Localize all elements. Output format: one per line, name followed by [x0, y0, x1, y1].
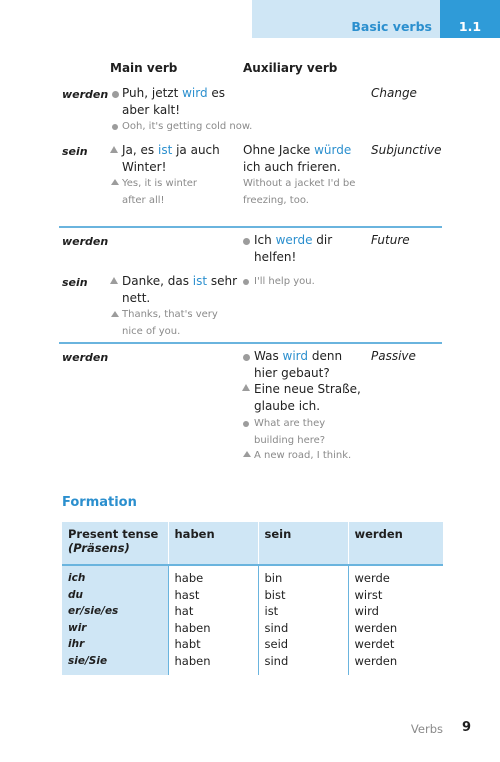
- werden-cell: werdet: [348, 636, 443, 653]
- sein-cell: sind: [258, 653, 348, 676]
- formation-heading: Formation: [62, 495, 137, 510]
- usage-label-subjunctive: Subjunctive: [371, 143, 442, 157]
- bullet-dot-icon: [243, 238, 250, 245]
- haben-cell: habt: [168, 636, 258, 653]
- section-divider: [59, 342, 442, 344]
- sein-cell: seid: [258, 636, 348, 653]
- section-divider: [59, 226, 442, 228]
- translation-aux-subjunctive: Without a jacket I'd be freezing, too.: [243, 178, 356, 206]
- sein-cell: ist: [258, 603, 348, 620]
- pronoun-cell: sie/Sie: [62, 653, 168, 676]
- verb-label-werden: werden: [62, 351, 109, 364]
- highlighted-verb: werde: [275, 233, 313, 247]
- pronoun-cell: ihr: [62, 636, 168, 653]
- table-row: [62, 653, 443, 676]
- bullet-triangle-icon: [110, 146, 118, 153]
- example-aux-future: Ich werde dir helfen!: [254, 233, 333, 264]
- example-aux-passive-question: Was wird denn hier gebaut?: [254, 349, 343, 380]
- usage-label-passive: Passive: [371, 349, 416, 363]
- bullet-triangle-icon: [243, 451, 251, 457]
- header-present-tense: Present tense (Präsens): [62, 522, 168, 565]
- translation-main-future: Thanks, that's very nice of you.: [122, 309, 218, 337]
- table-row: [62, 587, 443, 604]
- werden-cell: werden: [348, 620, 443, 637]
- example-main-subjunctive: Ja, es ist ja auch Winter!: [122, 143, 220, 174]
- haben-cell: hat: [168, 603, 258, 620]
- main-verb-column-heading: Main verb: [110, 61, 178, 75]
- translation-main-change: Ooh, it's getting cold now.: [122, 121, 253, 132]
- bullet-dot-icon: [112, 124, 118, 130]
- header-section-title: Basic verbs: [351, 19, 432, 34]
- highlighted-verb: ist: [192, 274, 208, 288]
- header-haben: haben: [168, 522, 258, 565]
- usage-label-change: Change: [371, 86, 417, 100]
- werden-cell: werden: [348, 653, 443, 676]
- table-row: [62, 620, 443, 637]
- example-aux-subjunctive: Ohne Jacke würde ich auch frieren.: [243, 143, 352, 174]
- bullet-triangle-icon: [111, 311, 119, 317]
- werden-cell: wirst: [348, 587, 443, 604]
- haben-cell: habe: [168, 565, 258, 587]
- pronoun-cell: du: [62, 587, 168, 604]
- header-section-number: 1.1: [458, 19, 482, 34]
- pronoun-cell: er/sie/es: [62, 603, 168, 620]
- table-row: [62, 565, 443, 587]
- sein-cell: bin: [258, 565, 348, 587]
- werden-cell: wird: [348, 603, 443, 620]
- footer-chapter-label: Verbs: [410, 722, 443, 736]
- haben-cell: hast: [168, 587, 258, 604]
- page-number: 9: [462, 720, 472, 735]
- table-row: [62, 636, 443, 653]
- sein-cell: bist: [258, 587, 348, 604]
- pronoun-cell: ich: [62, 565, 168, 587]
- highlighted-verb: wird: [182, 86, 208, 100]
- bullet-dot-icon: [243, 354, 250, 361]
- example-aux-passive-answer: Eine neue Straße, glaube ich.: [254, 382, 361, 413]
- example-main-future: Danke, das ist sehr nett.: [122, 274, 238, 305]
- verb-label-werden: werden: [62, 235, 109, 248]
- bullet-dot-icon: [243, 279, 249, 285]
- bullet-dot-icon: [243, 421, 249, 427]
- bullet-dot-icon: [112, 91, 119, 98]
- highlighted-verb: ist: [157, 143, 173, 157]
- sein-cell: sind: [258, 620, 348, 637]
- header-werden: werden: [348, 522, 443, 565]
- table-row: [62, 603, 443, 620]
- haben-cell: haben: [168, 653, 258, 676]
- conjugation-table: [62, 522, 443, 675]
- translation-aux-future: I'll help you.: [254, 276, 315, 287]
- usage-label-future: Future: [371, 233, 410, 247]
- bullet-triangle-icon: [111, 179, 119, 185]
- translation-aux-passive-answer: A new road, I think.: [254, 450, 352, 461]
- verb-label-werden: werden: [62, 88, 109, 101]
- highlighted-verb: wird: [282, 349, 309, 363]
- bullet-triangle-icon: [110, 277, 118, 284]
- header-sein: sein: [258, 522, 348, 565]
- translation-main-subjunctive: Yes, it is winter after all!: [122, 178, 198, 206]
- haben-cell: haben: [168, 620, 258, 637]
- bullet-triangle-icon: [242, 384, 250, 391]
- highlighted-verb: würde: [314, 143, 352, 157]
- pronoun-cell: wir: [62, 620, 168, 637]
- auxiliary-verb-column-heading: Auxiliary verb: [243, 61, 338, 75]
- verb-label-sein: sein: [62, 276, 88, 289]
- example-main-change: Puh, jetzt wird es aber kalt!: [122, 86, 226, 117]
- translation-aux-passive-question: What are they building here?: [254, 418, 326, 446]
- table-header-row: [62, 522, 443, 565]
- verb-label-sein: sein: [62, 145, 88, 158]
- werden-cell: werde: [348, 565, 443, 587]
